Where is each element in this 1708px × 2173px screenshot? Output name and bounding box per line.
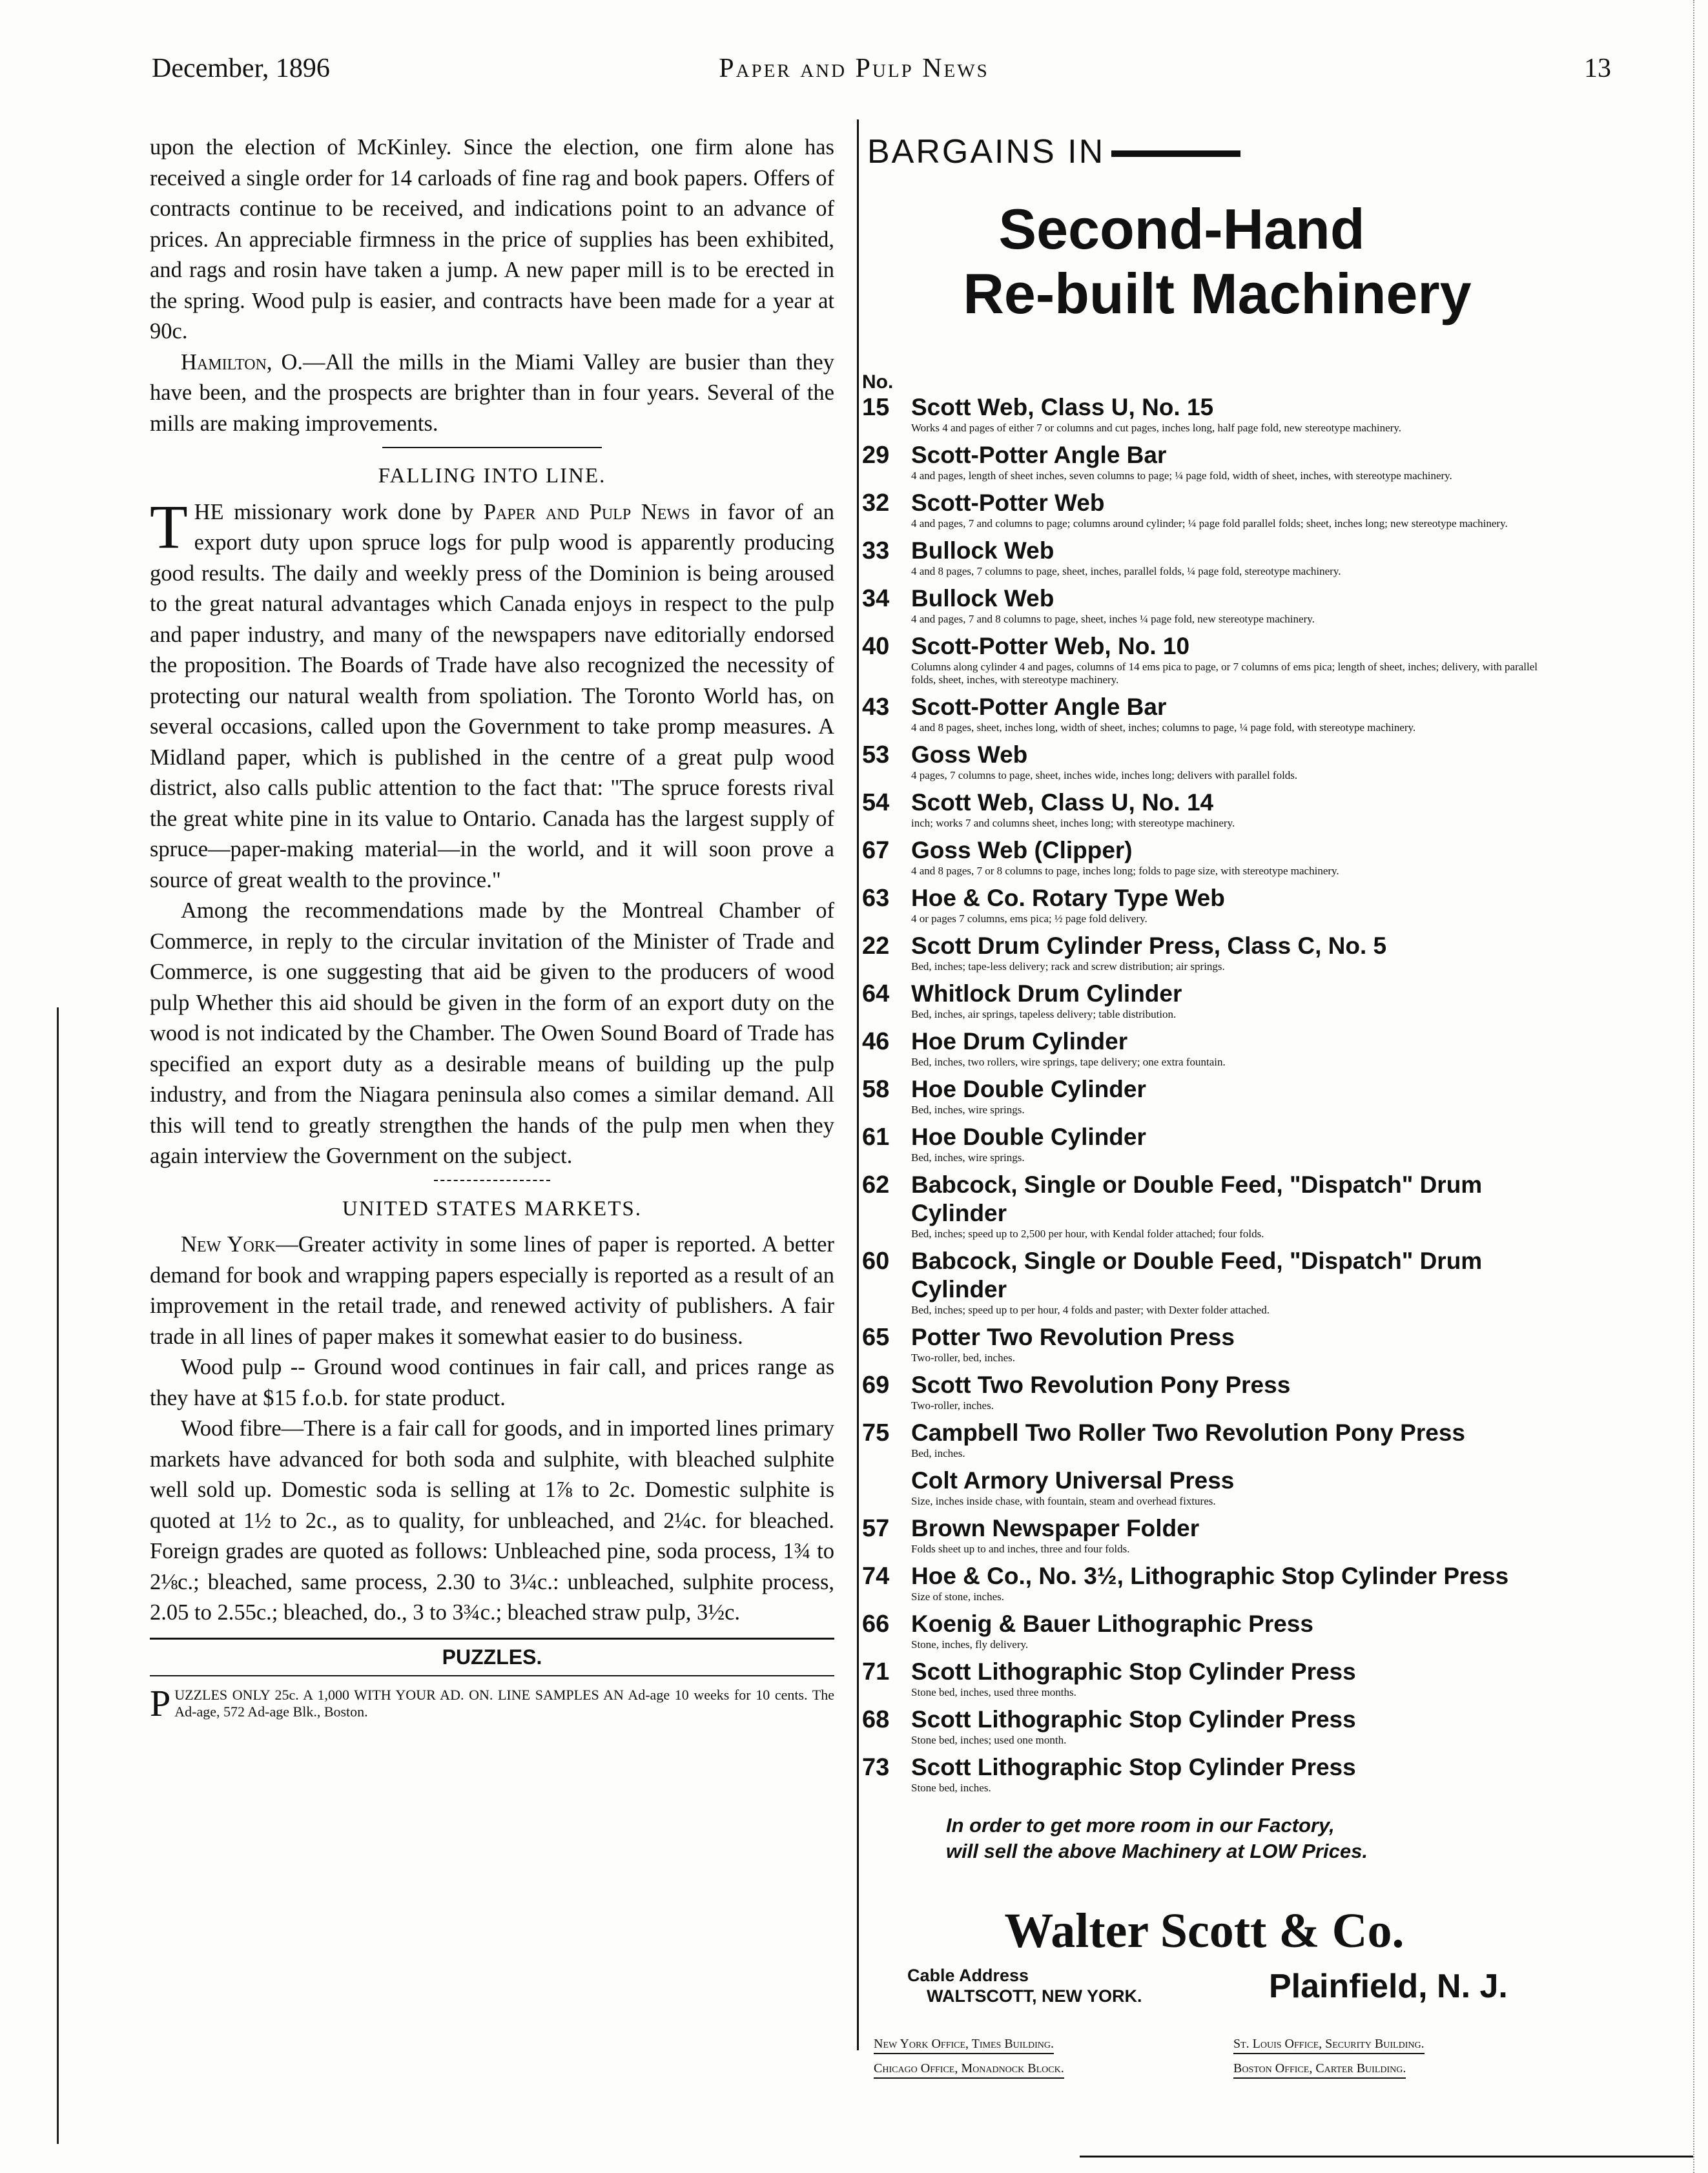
bargains-text: BARGAINS IN: [867, 133, 1106, 170]
machinery-item: [862, 1610, 1547, 1651]
machinery-item: [862, 788, 1547, 830]
ny-text: —Greater activity in some lines of paper is reported. A better demand for book and wrapping papers especially is reported as a result of an improvement in the retail trade, and renewed activity of publishers. A fair trade in all lines of paper makes it somewhat easier to do business.: [150, 1232, 834, 1349]
item-name: Brown Newspaper Folder: [911, 1515, 1200, 1541]
machinery-item: [862, 1514, 1547, 1556]
left-column: [150, 132, 834, 1724]
scan-margin-line: [57, 1007, 59, 2144]
item-number: 34: [862, 585, 890, 612]
hamilton-paragraph: [150, 347, 834, 440]
item-number: 29: [862, 442, 890, 469]
office-boston: Boston Office, Carter Building.: [1233, 2061, 1406, 2079]
machinery-item: [862, 741, 1547, 782]
headline-second-hand: Second-Hand: [998, 197, 1365, 261]
machinery-item: [862, 537, 1547, 578]
item-number: 54: [862, 789, 890, 816]
publication-title: Paper and Pulp News: [719, 54, 989, 83]
machinery-item: [862, 1371, 1547, 1412]
item-number: 71: [862, 1658, 890, 1685]
puzzles-ad-text: UZZLES ONLY 25c. A 1,000 WITH YOUR AD. ON. LINE SAMPLES AN Ad-age 10 weeks for 10 cents. The Ad-age, 572 Ad-age Blk., Boston.: [174, 1687, 834, 1720]
wood-fibre-paragraph: Wood fibre—There is a fair call for goods, and in imported lines primary markets have advanced for both soda and sulphite, with bleached sulphite well sold up. Domestic soda is selling at 1⅞ to 2c. Domestic sulphite is quoted at 1½ to 2c., as to quality, for unbleached, and 2¼c. for bleached. Foreign grades are quoted as follows: Unbleached pine, soda process, 1¾ to 2⅛c.; bleached, same process, 2.30 to 3¼c.: unbleached, sulphite process, 2.05 to 2.55c.; bleached, do., 3 to 3¾c.; bleached straw pulp, 3½c.: [150, 1416, 834, 1625]
item-description: 4 and 8 pages, 7 columns to page, sheet, inches, parallel folds, ¼ page fold, stereotype machinery.: [911, 565, 1341, 577]
machinery-item: [862, 1419, 1547, 1460]
item-number: 67: [862, 837, 890, 864]
item-number: 40: [862, 633, 890, 660]
machinery-item: [862, 1705, 1547, 1747]
item-name: Babcock, Single or Double Feed, "Dispatch" Drum Cylinder: [911, 1248, 1483, 1303]
item-description: Bed, inches, air springs, tapeless delivery; table distribution.: [911, 1008, 1177, 1020]
item-name: Campbell Two Roller Two Revolution Pony Press: [911, 1419, 1465, 1446]
item-description: 4 and pages, 7 and 8 columns to page, sheet, inches ¼ page fold, new stereotype machinery.: [911, 613, 1315, 625]
item-description: Stone bed, inches; used one month.: [911, 1734, 1067, 1746]
machinery-item: [862, 1247, 1547, 1317]
item-name: Hoe Double Cylinder: [911, 1076, 1146, 1102]
machinery-item: [862, 1323, 1547, 1365]
item-number: 74: [862, 1563, 890, 1590]
item-description: Bed, inches, wire springs.: [911, 1151, 1025, 1164]
item-name: Scott-Potter Angle Bar: [911, 694, 1167, 720]
machinery-item: [862, 632, 1547, 686]
right-column-advertisement: [862, 132, 1547, 2088]
item-number: 22: [862, 932, 890, 960]
item-description: Columns along cylinder 4 and pages, columns of 14 ems pica to page, or 7 columns of ems pica; length of sheet, inches; delivery, with parallel folds, sheet, inches, with stereotype machinery.: [911, 661, 1538, 686]
page-number: 13: [1584, 54, 1611, 83]
item-number: 62: [862, 1171, 890, 1199]
note-line-2: will sell the above Machinery at LOW Prices.: [946, 1840, 1368, 1862]
note-line-1: In order to get more room in our Factory,: [946, 1814, 1335, 1837]
item-name: Scott Web, Class U, No. 14: [911, 789, 1214, 816]
bottom-rule: [1080, 2156, 1693, 2158]
scan-edge-line: [1693, 0, 1696, 2173]
item-description: Size, inches inside chase, with fountain, steam and overhead fixtures.: [911, 1495, 1216, 1507]
item-description: Bed, inches.: [911, 1447, 965, 1459]
item-number: 60: [862, 1248, 890, 1275]
machinery-item: [862, 441, 1547, 482]
item-name: Hoe Drum Cylinder: [911, 1028, 1128, 1055]
item-name: Scott Web, Class U, No. 15: [911, 394, 1214, 420]
item-name: Bullock Web: [911, 537, 1055, 564]
machinery-item: [862, 1467, 1547, 1508]
item-description: Stone bed, inches, used three months.: [911, 1686, 1076, 1698]
pointer-arrow-icon: [1111, 150, 1240, 157]
machinery-item: [862, 489, 1547, 530]
item-description: Folds sheet up to and inches, three and four folds.: [911, 1543, 1130, 1555]
intro-paragraph: upon the election of McKinley. Since the election, one firm alone has received a single order for 14 carloads of fine rag and book papers. Offers of contracts continue to be received, and indications point to an advance of prices. An appreciable firmness in the price of supplies has been exhibited, and rags and rosin have taken a jump. A new paper mill is to be erected in the spring. Wood pulp is easier, and contracts have been made for a year at 90c.: [150, 135, 834, 344]
company-location: Plainfield, N. J.: [1269, 1968, 1508, 2005]
column-divider: [857, 119, 859, 2050]
item-number: 33: [862, 537, 890, 564]
item-name: Hoe & Co., No. 3½, Lithographic Stop Cylinder Press: [911, 1563, 1509, 1589]
machinery-item: [862, 884, 1547, 925]
new-york-paragraph: [150, 1230, 834, 1352]
wood-pulp-paragraph: Wood pulp -- Ground wood continues in fair call, and prices range as they have at $15 f.o.b. for state product.: [150, 1355, 834, 1410]
drop-cap: T: [150, 491, 188, 561]
item-description: Two-roller, inches.: [911, 1399, 994, 1412]
machinery-item: [862, 836, 1547, 878]
office-chicago: Chicago Office, Monadnock Block.: [874, 2061, 1064, 2079]
cable-address-value: WALTSCOTT, NEW YORK.: [927, 1986, 1142, 2006]
item-name: Scott-Potter Web, No. 10: [911, 633, 1190, 659]
item-name: Colt Armory Universal Press: [911, 1467, 1235, 1494]
item-name: Scott Lithographic Stop Cylinder Press: [911, 1754, 1356, 1780]
item-description: Bed, inches, wire springs.: [911, 1104, 1025, 1116]
item-number: 43: [862, 694, 890, 721]
puzzles-heading: PUZZLES.: [150, 1638, 834, 1677]
machinery-item: [862, 1027, 1547, 1069]
item-name: Hoe Double Cylinder: [911, 1124, 1146, 1150]
item-description: 4 or pages 7 columns, ems pica; ½ page fold delivery.: [911, 912, 1147, 925]
item-number: 46: [862, 1028, 890, 1055]
item-number: 69: [862, 1372, 890, 1399]
item-number: 58: [862, 1076, 890, 1103]
item-description: 4 pages, 7 columns to page, sheet, inches wide, inches long; delivers with parallel folds.: [911, 769, 1298, 781]
item-description: 4 and 8 pages, 7 or 8 columns to page, inches long; folds to page size, with stereotype machinery.: [911, 865, 1339, 877]
headline-rebuilt-machinery: Re-built Machinery: [963, 262, 1472, 325]
item-description: Bed, inches, two rollers, wire springs, tape delivery; one extra fountain.: [911, 1056, 1226, 1068]
item-number: 66: [862, 1611, 890, 1638]
item-name: Bullock Web: [911, 585, 1055, 612]
item-description: inch; works 7 and columns sheet, inches long; with stereotype machinery.: [911, 817, 1235, 829]
item-name: Potter Two Revolution Press: [911, 1324, 1235, 1350]
office-st-louis: St. Louis Office, Security Building.: [1233, 2037, 1425, 2054]
office-new-york: New York Office, Times Building.: [874, 2037, 1054, 2054]
item-number: 32: [862, 489, 890, 517]
item-number: 68: [862, 1706, 890, 1733]
ny-place: New York: [181, 1232, 276, 1257]
item-name: Scott Lithographic Stop Cylinder Press: [911, 1658, 1356, 1685]
contact-block: [862, 1966, 1547, 2024]
item-description: Bed, inches; speed up to per hour, 4 folds and paster; with Dexter folder attached.: [911, 1304, 1270, 1316]
item-name: Babcock, Single or Double Feed, "Dispatch" Drum Cylinder: [911, 1171, 1483, 1226]
item-description: Bed, inches; speed up to 2,500 per hour, with Kendal folder attached; four folds.: [911, 1228, 1264, 1240]
section-rule: [382, 447, 602, 448]
p1-part-b: in favor of an export duty upon spruce logs for pulp wood is apparently producing good results. The daily and weekly press of the Dominion is being aroused to the great natural advantages which Canada enjoys in respect to the pulp and paper industry, and many of the newspapers nave editorially endorsed the proposition. The Boards of Trade have also recognized the necessity of protecting our natural wealth from spoliation. The Toronto World has, on several occasions, called upon the Government to take promp measures. A Midland paper, which is published in the centre of a great pulp wood district, also calls public attention to the fact that: "The spruce forests rival the great white pine in its value to Ontario. Canada has the largest supply of spruce—paper-making material—in the world, and it will soon prove a source of great wealth to the province.": [150, 499, 834, 892]
item-number: 63: [862, 885, 890, 912]
item-number: 57: [862, 1515, 890, 1542]
item-number: 73: [862, 1754, 890, 1781]
item-description: Stone bed, inches.: [911, 1782, 991, 1794]
item-name: Koenig & Bauer Lithographic Press: [911, 1611, 1313, 1637]
item-description: 4 and 8 pages, sheet, inches long, width of sheet, inches; columns to page, ¼ page fold, with stereotype machinery.: [911, 721, 1416, 734]
machinery-item: [862, 1075, 1547, 1117]
item-number: 61: [862, 1124, 890, 1151]
item-name: Scott-Potter Angle Bar: [911, 442, 1167, 468]
item-name: Whitlock Drum Cylinder: [911, 980, 1182, 1007]
item-description: Size of stone, inches.: [911, 1591, 1004, 1603]
machinery-item: [862, 1562, 1547, 1603]
item-name: Scott-Potter Web: [911, 489, 1105, 516]
falling-into-line-p2: Among the recommendations made by the Montreal Chamber of Commerce, in reply to the circular invitation of the Minister of Trade and Commerce, is one suggesting that aid be given to the producers of wood pulp Whether this aid should be given in the form of an export duty on the wood is not indicated by the Chamber. The Owen Sound Board of Trade has specified an export duty as a desirable means of building up the pulp industry, and from the Niagara peninsula also comes a similar demand. All this will tend to greatly strengthen the hands of the pulp men when they again interview the Government on the subject.: [150, 898, 834, 1168]
item-number: 53: [862, 741, 890, 768]
p1-publication: Paper and Pulp News: [483, 499, 690, 524]
section-rule: [434, 1180, 550, 1181]
machinery-item: [862, 584, 1547, 626]
machinery-item: [862, 932, 1547, 973]
cable-address-label: Cable Address: [907, 1966, 1029, 1985]
hamilton-text: —All the mills in the Miami Valley are busier than they have been, and the prospects are brighter than in four years. Several of the mills are making improvements.: [150, 349, 834, 436]
puzzles-drop-cap: P: [150, 1682, 171, 1724]
machinery-item: [862, 393, 1547, 435]
item-name: Goss Web: [911, 741, 1028, 768]
item-description: Stone, inches, fly delivery.: [911, 1638, 1029, 1651]
falling-into-line-heading: FALLING INTO LINE.: [378, 464, 606, 488]
item-description: Bed, inches; tape-less delivery; rack and screw distribution; air springs.: [911, 960, 1225, 973]
falling-into-line-p1: [150, 491, 834, 896]
p1-part-a: HE missionary work done by: [194, 499, 484, 524]
sale-note: [946, 1813, 1547, 1864]
item-number: 64: [862, 980, 890, 1007]
machinery-item: [862, 1753, 1547, 1795]
company-name: Walter Scott & Co.: [1004, 1904, 1404, 1958]
item-number: 75: [862, 1419, 890, 1447]
machinery-item: [862, 1658, 1547, 1699]
machinery-item: [862, 980, 1547, 1021]
machinery-item: [862, 1123, 1547, 1164]
item-description: Works 4 and pages of either 7 or columns and cut pages, inches long, half page fold, new stereotype machinery.: [911, 422, 1401, 434]
item-name: Scott Two Revolution Pony Press: [911, 1372, 1291, 1398]
us-markets-heading: UNITED STATES MARKETS.: [342, 1197, 642, 1220]
item-number: 15: [862, 394, 890, 421]
issue-date: December, 1896: [152, 54, 330, 83]
number-label: No.: [862, 371, 894, 393]
item-name: Hoe & Co. Rotary Type Web: [911, 885, 1225, 911]
item-name: Goss Web (Clipper): [911, 837, 1133, 863]
hamilton-place: Hamilton, O.: [181, 349, 304, 375]
item-description: 4 and pages, 7 and columns to page; columns around cylinder; ¼ page fold parallel folds; sheet, inches long; new stereotype machinery.: [911, 517, 1508, 530]
item-number: 65: [862, 1324, 890, 1351]
machinery-item: [862, 693, 1547, 734]
item-name: Scott Lithographic Stop Cylinder Press: [911, 1706, 1356, 1733]
item-description: 4 and pages, length of sheet inches, seven columns to page; ¼ page fold, width of sheet, inches, with stereotype machinery.: [911, 469, 1452, 482]
machinery-item: [862, 1171, 1547, 1241]
bargains-banner: [867, 132, 1547, 171]
machinery-list: [862, 393, 1547, 1795]
puzzles-ad: [150, 1682, 834, 1724]
item-description: Two-roller, bed, inches.: [911, 1352, 1015, 1364]
branch-offices: [862, 2037, 1547, 2088]
item-name: Scott Drum Cylinder Press, Class C, No. 5: [911, 932, 1387, 959]
